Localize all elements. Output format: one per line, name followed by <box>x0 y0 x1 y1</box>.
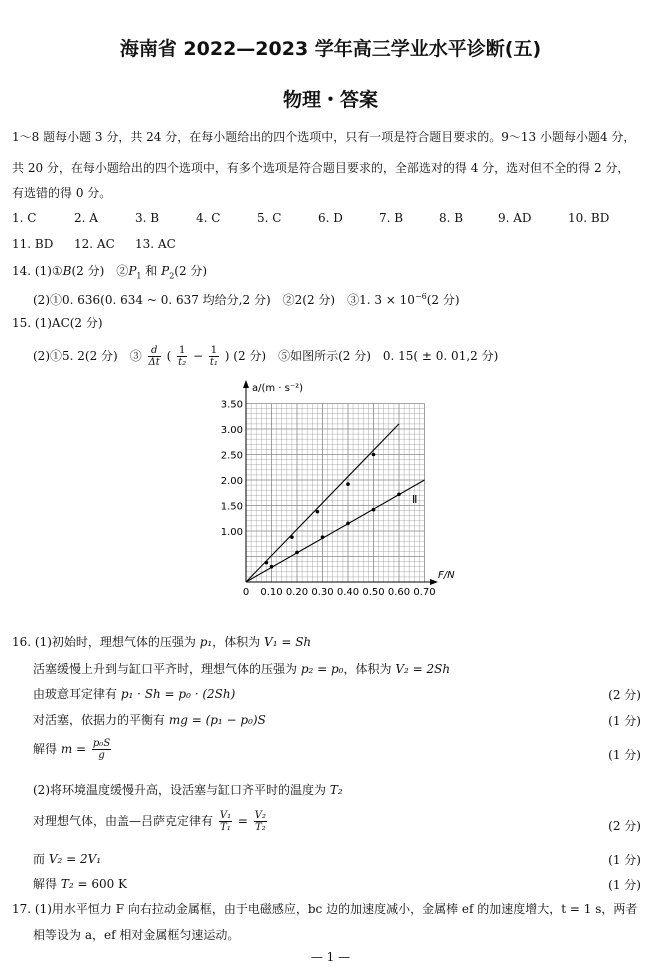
q16-line-4: 对活塞，依据力的平衡有 mg = (p₁ − p₀)S <box>33 713 266 727</box>
score-label: (2 分) <box>608 688 641 702</box>
y-tick-label: 3.50 <box>220 399 243 411</box>
fraction: $\frac{1}{\text{t₂}}$ <box>178 345 187 368</box>
answer-item: 5. C <box>257 211 282 225</box>
y-axis-label: a/(m · s⁻²) <box>252 383 304 394</box>
x-tick-label: 0.70 <box>413 587 436 598</box>
q16-line-1: 16. (1)初始时，理想气体的压强为 p₁，体积为 V₁ = Sh <box>12 635 312 649</box>
y-tick-label: 2.50 <box>220 450 243 462</box>
score-label: (1 分) <box>608 748 641 762</box>
page-number: — 1 — <box>310 950 351 964</box>
score-label: (1 分) <box>608 878 641 892</box>
q16-line-7: 对理想气体，由盖—吕萨克定律有 $\frac{\text{V₁}}{\text{T₁}}$ = $\frac{\text{V₂}}{\text{T₂}}$ <box>33 810 267 833</box>
q15-line-2: (2)①5. 2(2 分) ③ $\frac{d}{\Delta t}$ ( $\frac{1}{\text{t₂}}$ − $\frac{1}{\text{t₁}}$ ) (2 分) ⑤如图所示(2 分) 0. 15( ± 0. 01,2 分) <box>33 345 499 368</box>
fraction: $\frac{\text{V₁}}{\text{T₁}}$ <box>219 810 232 833</box>
answer-item: 6. D <box>318 211 343 225</box>
y-tick-label: 3.00 <box>220 425 243 436</box>
y-axis-arrow <box>243 380 249 388</box>
q15-line-1: 15. (1)AC(2 分) <box>12 316 103 330</box>
q14-line-2: (2)①0. 636(0. 634 ~ 0. 637 均给分,2 分) ②2(2 分) ③1. $3 \times 10^{-6}(2$ 分) <box>33 292 460 307</box>
data-point <box>372 508 376 512</box>
fraction: $\frac{1}{\text{t₁}}$ <box>209 345 218 368</box>
intro-line-3: 有选错的得 0 分。 <box>12 186 112 200</box>
y-tick-label: 1.00 <box>220 527 243 538</box>
x-tick-label: 0.20 <box>285 587 309 598</box>
page-title: 海南省 2022—2023 学年高三学业水平诊断(五) <box>119 38 542 60</box>
chart-axes <box>221 380 438 598</box>
intro-line-2: 共 20 分，在每小题给出的四个选项中，有多个选项是符合题目要求的，全部选对的得 4 分，选对但不全的得 2 分， <box>12 161 630 175</box>
data-point <box>372 453 376 457</box>
q16-line-8: 而 V₂ = 2V₁ <box>33 852 102 866</box>
fraction: $\frac{d}{\Delta t}$ <box>148 345 160 368</box>
x-axis-label: F/N <box>438 570 455 581</box>
data-point <box>290 535 294 539</box>
q16-line-5: 解得 m = $\frac{\text{p₀S}}{g}$ <box>33 738 111 761</box>
acceleration-force-chart <box>200 374 460 604</box>
data-point <box>346 482 350 486</box>
q16-line-3: 由玻意耳定律有 p₁ · Sh = p₀ · (2Sh) <box>33 687 236 701</box>
answer-item: 3. B <box>135 211 160 225</box>
answer-item: 7. B <box>379 211 404 225</box>
data-point <box>397 492 401 496</box>
answer-item: 12. AC <box>74 237 115 251</box>
q17-line-2: 相等设为 a，ef 相对金属框匀速运动。 <box>33 928 240 942</box>
y-tick-label: 1.50 <box>220 501 243 513</box>
x-axis-arrow <box>430 579 438 585</box>
page-subtitle: 物理・答案 <box>282 89 378 111</box>
q17-line-1: 17. (1)用水平恒力 F 向右拉动金属框，由于电磁感应，bc 边的加速度减小，金属棒 ef 的加速度增大，t = 1 s，两者 <box>12 902 638 916</box>
q16-line-2: 活塞缓慢上升到与缸口平齐时，理想气体的压强为 p₂ = p₀，体积为 V₂ = 2Sh <box>33 662 451 676</box>
answer-item: 13. AC <box>135 237 176 251</box>
answer-item: 9. AD <box>498 211 532 225</box>
answer-item: 8. B <box>439 211 464 225</box>
data-point <box>270 565 274 569</box>
score-label: (2 分) <box>608 819 641 833</box>
data-point <box>346 522 350 526</box>
answer-item: 10. BD <box>568 211 610 225</box>
data-point <box>265 561 269 565</box>
x-tick-label: 0.60 <box>387 587 411 598</box>
q16-line-6: (2)将环境温度缓慢升高，设活塞与缸口齐平时的温度为 T₂ <box>33 783 343 797</box>
x-tick-label: 0.10 <box>260 587 283 598</box>
answer-item: 1. C <box>12 211 37 225</box>
score-label: (1 分) <box>608 853 641 867</box>
x-tick-label: 0 <box>242 587 250 598</box>
chart-marks <box>246 424 425 582</box>
answer-item: 4. C <box>196 211 221 225</box>
intro-line-1: 1～8 题每小题 3 分，共 24 分，在每小题给出的四个选项中，只有一项是符合题目要求的。9～13 小题每小题4 分， <box>12 130 636 144</box>
fraction: $\frac{\text{p₀S}}{g}$ <box>92 738 111 761</box>
q16-line-9: 解得 T₂ = 600 K <box>33 877 128 891</box>
y-tick-label: 2.00 <box>220 476 243 487</box>
data-point <box>295 551 299 555</box>
x-tick-label: 0.50 <box>362 587 385 598</box>
x-tick-label: 0.40 <box>336 587 360 598</box>
x-tick-label: 0.30 <box>311 587 334 598</box>
score-label: (1 分) <box>608 714 641 728</box>
answer-item: 2. A <box>74 211 98 225</box>
data-point <box>321 535 325 539</box>
data-point <box>316 510 320 514</box>
answer-item: 11. BD <box>12 237 54 251</box>
chart-grid <box>246 404 425 583</box>
fraction: $\frac{\text{V₂}}{\text{T₂}}$ <box>254 810 267 833</box>
series-label-II: Ⅱ <box>412 493 418 506</box>
q14-line-1: 14. (1)①B(2 分) $②P_1$ 和 $P_2(2$ 分) <box>12 264 208 281</box>
